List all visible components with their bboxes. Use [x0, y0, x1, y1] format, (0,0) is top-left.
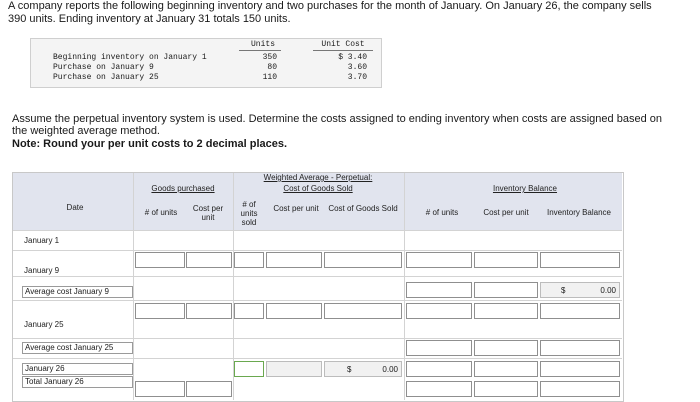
col-date: Date [66, 203, 84, 212]
jan26-ib-units-input[interactable] [406, 361, 472, 377]
total-ib-total-input[interactable] [540, 381, 620, 397]
row-label-jan1: January 1 [24, 236, 60, 245]
jan26-ib-cost-input[interactable] [474, 361, 538, 377]
rounding-note: Note: Round your per unit costs to 2 decimal places. [12, 138, 288, 150]
given-row-units: 110 [262, 73, 277, 82]
avg9-units-input[interactable] [406, 282, 472, 298]
jan25-ib-cost-input[interactable] [474, 303, 538, 319]
given-row-cost: $ 3.40 [338, 53, 367, 62]
inventory-balance-header: Inventory Balance [492, 184, 558, 193]
avg25-units-input[interactable] [406, 340, 472, 356]
jan26-ib-total-input[interactable] [540, 361, 620, 377]
given-col-unit-cost: Unit Cost [321, 40, 365, 49]
jan25-cogs-input[interactable] [324, 303, 402, 319]
avg9-balance-field [540, 282, 620, 298]
row-label-avg-jan25: Average cost January 25 [22, 342, 133, 354]
given-row-units: 350 [262, 53, 277, 62]
jan9-cogs-cost-input[interactable] [266, 252, 322, 268]
currency-symbol: $ [347, 365, 352, 374]
task-text: Assume the perpetual inventory system is used. Determine the costs assigned to ending inventory when costs are assigned based on the weighted average method. [12, 113, 662, 137]
given-row-cost: 3.70 [347, 73, 367, 82]
row-label-jan25: January 25 [24, 320, 64, 329]
avg25-balance-input[interactable] [540, 340, 620, 356]
jan26-sold-input[interactable] [234, 361, 264, 377]
currency-symbol: $ [561, 286, 566, 295]
col-gp-units: # of units [144, 208, 178, 217]
given-data-table [30, 38, 382, 88]
avg9-balance-value: 0.00 [600, 286, 616, 295]
col-cogs-units: # of units sold [240, 200, 258, 227]
worksheet-title: Weighted Average - Perpetual: [263, 173, 373, 182]
jan25-ib-total-input[interactable] [540, 303, 620, 319]
avg25-cost-input[interactable] [474, 340, 538, 356]
col-ib-units: # of units [425, 208, 459, 217]
given-row-label: Beginning inventory on January 1 [53, 53, 207, 62]
total-ib-units-input[interactable] [406, 381, 472, 397]
jan9-cost-input[interactable] [186, 252, 232, 268]
cogs-header: Cost of Goods Sold [283, 184, 353, 193]
jan25-sold-input[interactable] [234, 303, 264, 319]
total-cogs-value: 0.00 [382, 365, 398, 374]
total-ib-cost-input[interactable] [474, 381, 538, 397]
row-label-total-jan26: Total January 26 [22, 376, 133, 388]
row-label-avg-jan9: Average cost January 9 [22, 286, 133, 298]
jan9-ib-cost-input[interactable] [474, 252, 538, 268]
total-cost-input[interactable] [186, 381, 232, 397]
col-cogs-total: Cost of Goods Sold [328, 204, 398, 213]
given-row-cost: 3.60 [347, 63, 367, 72]
total-units-input[interactable] [135, 381, 185, 397]
total-cogs-field [324, 361, 402, 377]
jan9-sold-input[interactable] [234, 252, 264, 268]
col-ib-total: Inventory Balance [546, 208, 612, 217]
problem-intro: A company reports the following beginning inventory and two purchases for the month of January. On January 26, the company sells 390 units. Ending inventory at January 31 totals 150 units. [8, 0, 652, 25]
jan9-cogs-input[interactable] [324, 252, 402, 268]
col-gp-cost: Cost per unit [192, 204, 224, 222]
col-ib-cost: Cost per unit [483, 208, 529, 217]
row-label-jan26: January 26 [22, 363, 133, 375]
jan26-cost-field [266, 361, 322, 377]
col-cogs-cost: Cost per unit [273, 204, 319, 213]
avg9-cost-input[interactable] [474, 282, 538, 298]
given-row-label: Purchase on January 25 [53, 73, 159, 82]
jan25-units-input[interactable] [135, 303, 185, 319]
goods-purchased-header: Goods purchased [151, 184, 215, 193]
given-col-units: Units [250, 40, 275, 49]
jan9-ib-total-input[interactable] [540, 252, 620, 268]
jan25-ib-units-input[interactable] [406, 303, 472, 319]
jan9-ib-units-input[interactable] [406, 252, 472, 268]
jan25-cogs-cost-input[interactable] [266, 303, 322, 319]
jan25-cost-input[interactable] [186, 303, 232, 319]
given-row-label: Purchase on January 9 [53, 63, 154, 72]
jan9-units-input[interactable] [135, 252, 185, 268]
given-row-units: 80 [267, 63, 277, 72]
row-label-jan9: January 9 [24, 266, 60, 275]
